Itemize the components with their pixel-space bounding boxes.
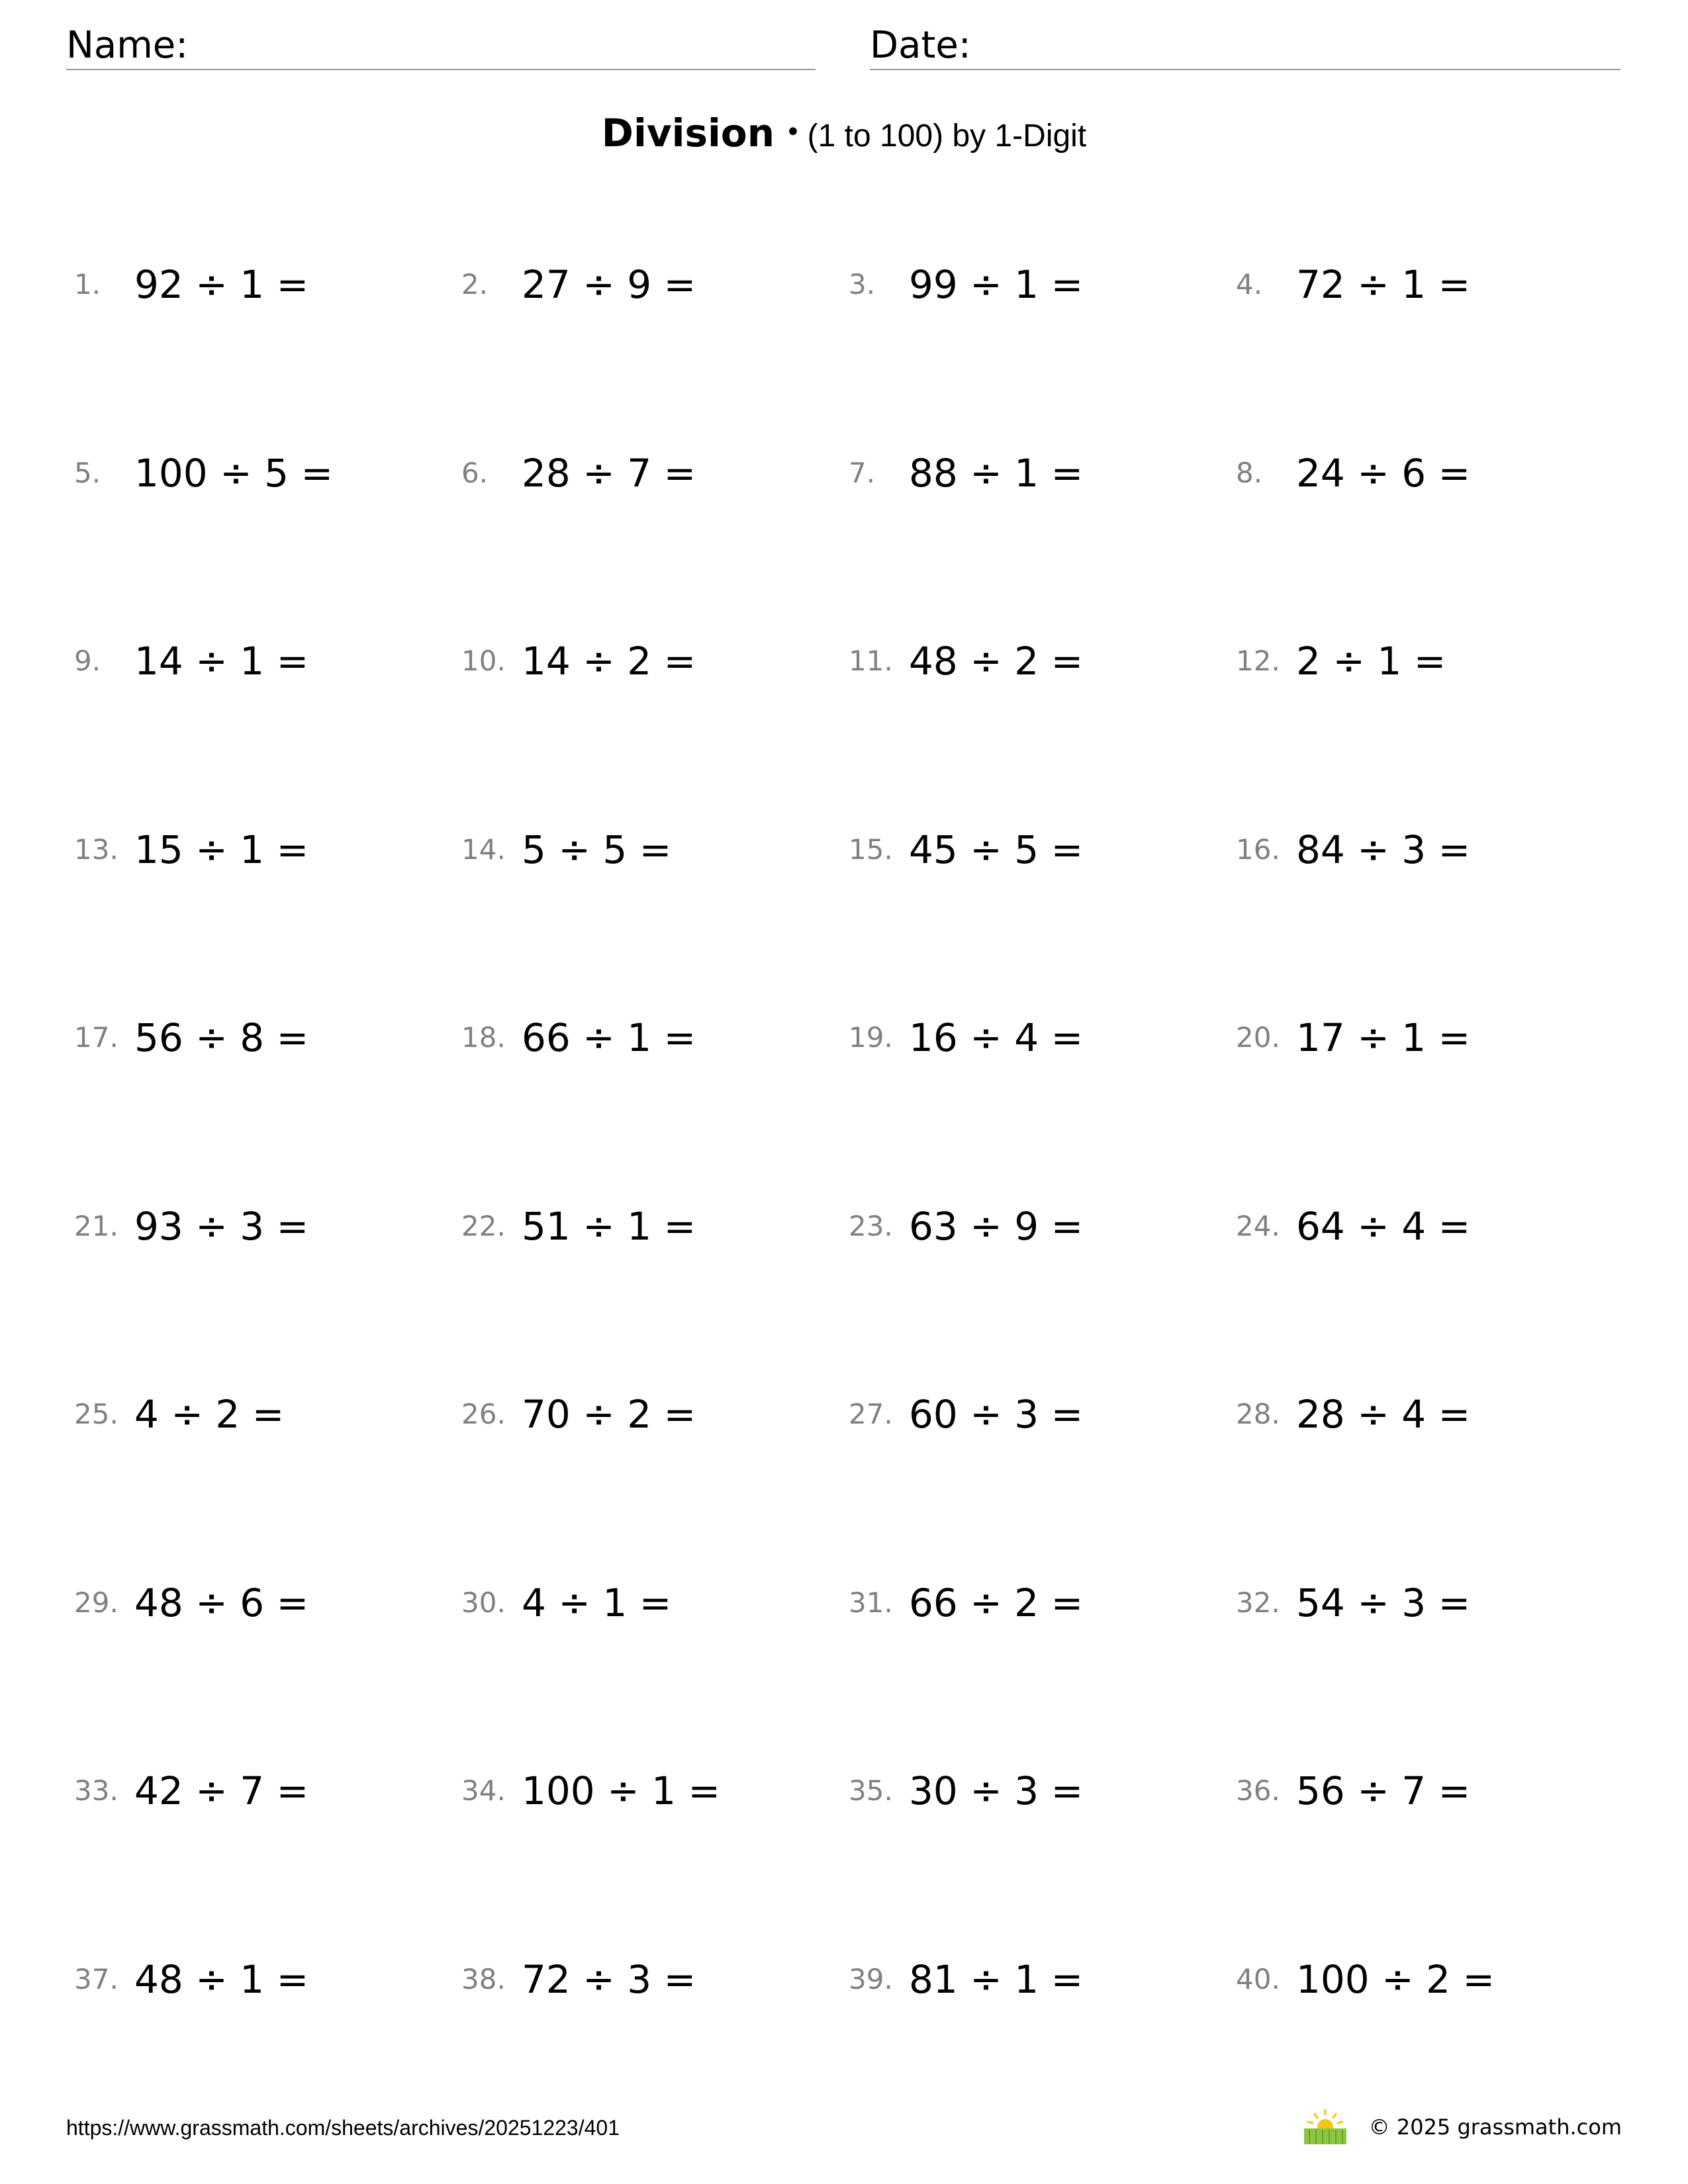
problem-number: 35. <box>849 1774 893 1807</box>
problem-item <box>461 1187 845 1266</box>
problem-number: 23. <box>849 1210 893 1242</box>
problem-expression: 84 ÷ 3 = <box>1296 827 1471 872</box>
date-field[interactable] <box>870 23 1620 70</box>
problem-item <box>1236 433 1620 513</box>
grass-shape <box>1304 2128 1346 2144</box>
problem-expression: 30 ÷ 3 = <box>909 1768 1084 1813</box>
problem-item <box>1236 1187 1620 1266</box>
problem-number: 9. <box>74 645 101 677</box>
problem-expression: 17 ÷ 1 = <box>1296 1015 1471 1060</box>
problem-number: 14. <box>461 833 506 866</box>
problem-item <box>461 1751 845 1831</box>
problem-item <box>1236 1563 1620 1643</box>
problem-item <box>849 1187 1233 1266</box>
footer-url: https://www.grassmath.com/sheets/archives/20251223/401 <box>66 2116 620 2140</box>
problem-item <box>849 1375 1233 1454</box>
problem-number: 4. <box>1236 268 1263 300</box>
problem-expression: 100 ÷ 5 = <box>134 451 334 496</box>
footer-branding <box>1301 2109 1622 2146</box>
date-label: Date: <box>870 24 971 67</box>
problem-expression: 66 ÷ 1 = <box>522 1015 696 1060</box>
problem-expression: 64 ÷ 4 = <box>1296 1204 1471 1249</box>
problem-number: 31. <box>849 1586 893 1619</box>
problem-number: 8. <box>1236 457 1263 489</box>
problem-expression: 14 ÷ 1 = <box>134 639 309 684</box>
problem-item <box>74 245 458 324</box>
problem-grid <box>0 245 1688 2151</box>
name-label: Name: <box>66 24 189 67</box>
problem-number: 5. <box>74 457 101 489</box>
problem-number: 40. <box>1236 1963 1280 1995</box>
problem-expression: 24 ÷ 6 = <box>1296 451 1471 496</box>
problem-expression: 56 ÷ 8 = <box>134 1015 309 1060</box>
problem-item <box>1236 621 1620 701</box>
problem-item <box>461 1940 845 2019</box>
problem-number: 38. <box>461 1963 506 1995</box>
problem-item <box>849 998 1233 1077</box>
problem-number: 18. <box>461 1021 506 1054</box>
problem-number: 39. <box>849 1963 893 1995</box>
problem-expression: 42 ÷ 7 = <box>134 1768 309 1813</box>
problem-item <box>1236 1940 1620 2019</box>
problem-item <box>1236 1751 1620 1831</box>
problem-expression: 70 ÷ 2 = <box>522 1392 696 1437</box>
problem-number: 17. <box>74 1021 118 1054</box>
problem-item <box>74 1940 458 2019</box>
problem-expression: 28 ÷ 7 = <box>522 451 696 496</box>
problem-item <box>74 998 458 1077</box>
problem-number: 33. <box>74 1774 118 1807</box>
problem-expression: 60 ÷ 3 = <box>909 1392 1084 1437</box>
problem-item <box>1236 998 1620 1077</box>
problem-expression: 14 ÷ 2 = <box>522 639 696 684</box>
problem-number: 26. <box>461 1398 506 1430</box>
problem-number: 27. <box>849 1398 893 1430</box>
problem-item <box>461 433 845 513</box>
problem-number: 19. <box>849 1021 893 1054</box>
problem-item <box>849 1940 1233 2019</box>
problem-number: 13. <box>74 833 118 866</box>
copyright-text: © 2025 grassmath.com <box>1368 2115 1622 2140</box>
worksheet-title <box>0 106 1688 169</box>
problem-number: 2. <box>461 268 489 300</box>
problem-expression: 100 ÷ 2 = <box>1296 1957 1495 2002</box>
problem-expression: 93 ÷ 3 = <box>134 1204 309 1249</box>
problem-item <box>74 1187 458 1266</box>
problem-item <box>1236 245 1620 324</box>
grass-sun-logo-icon <box>1301 2109 1349 2146</box>
problem-number: 30. <box>461 1586 506 1619</box>
problem-number: 34. <box>461 1774 506 1807</box>
title-bullet: • <box>785 117 801 148</box>
problem-item <box>849 245 1233 324</box>
problem-item <box>461 810 845 889</box>
problem-expression: 72 ÷ 1 = <box>1296 262 1471 307</box>
problem-item <box>461 1563 845 1643</box>
title-subtitle: (1 to 100) by 1-Digit <box>807 118 1087 154</box>
problem-number: 7. <box>849 457 876 489</box>
problem-expression: 16 ÷ 4 = <box>909 1015 1084 1060</box>
problem-item <box>1236 1375 1620 1454</box>
problem-number: 3. <box>849 268 876 300</box>
problem-expression: 28 ÷ 4 = <box>1296 1392 1471 1437</box>
problem-expression: 81 ÷ 1 = <box>909 1957 1084 2002</box>
problem-item <box>461 621 845 701</box>
problem-number: 16. <box>1236 833 1280 866</box>
problem-number: 6. <box>461 457 489 489</box>
problem-number: 29. <box>74 1586 118 1619</box>
problem-item <box>461 1375 845 1454</box>
problem-expression: 48 ÷ 6 = <box>134 1580 309 1625</box>
problem-number: 12. <box>1236 645 1280 677</box>
problem-expression: 88 ÷ 1 = <box>909 451 1084 496</box>
problem-expression: 63 ÷ 9 = <box>909 1204 1084 1249</box>
problem-expression: 66 ÷ 2 = <box>909 1580 1084 1625</box>
problem-item <box>74 1375 458 1454</box>
problem-number: 37. <box>74 1963 118 1995</box>
problem-number: 25. <box>74 1398 118 1430</box>
problem-number: 28. <box>1236 1398 1280 1430</box>
problem-item <box>849 433 1233 513</box>
problem-expression: 100 ÷ 1 = <box>522 1768 721 1813</box>
name-field[interactable] <box>66 23 816 70</box>
problem-number: 32. <box>1236 1586 1280 1619</box>
problem-item <box>74 1563 458 1643</box>
problem-expression: 51 ÷ 1 = <box>522 1204 696 1249</box>
problem-expression: 4 ÷ 1 = <box>522 1580 672 1625</box>
problem-expression: 5 ÷ 5 = <box>522 827 672 872</box>
problem-expression: 48 ÷ 2 = <box>909 639 1084 684</box>
problem-expression: 99 ÷ 1 = <box>909 262 1084 307</box>
problem-item <box>74 433 458 513</box>
problem-number: 11. <box>849 645 893 677</box>
problem-item <box>74 621 458 701</box>
problem-expression: 56 ÷ 7 = <box>1296 1768 1471 1813</box>
problem-item <box>849 810 1233 889</box>
problem-number: 21. <box>74 1210 118 1242</box>
problem-number: 36. <box>1236 1774 1280 1807</box>
problem-number: 20. <box>1236 1021 1280 1054</box>
title-main: Division <box>601 111 775 156</box>
problem-expression: 72 ÷ 3 = <box>522 1957 696 2002</box>
problem-expression: 27 ÷ 9 = <box>522 262 696 307</box>
problem-item <box>461 998 845 1077</box>
problem-item <box>461 245 845 324</box>
problem-expression: 92 ÷ 1 = <box>134 262 309 307</box>
problem-number: 24. <box>1236 1210 1280 1242</box>
problem-number: 15. <box>849 833 893 866</box>
problem-expression: 2 ÷ 1 = <box>1296 639 1446 684</box>
problem-item <box>849 1751 1233 1831</box>
problem-expression: 4 ÷ 2 = <box>134 1392 285 1437</box>
problem-item <box>74 1751 458 1831</box>
problem-expression: 54 ÷ 3 = <box>1296 1580 1471 1625</box>
problem-expression: 45 ÷ 5 = <box>909 827 1084 872</box>
problem-expression: 48 ÷ 1 = <box>134 1957 309 2002</box>
problem-number: 10. <box>461 645 506 677</box>
problem-item <box>849 1563 1233 1643</box>
problem-expression: 15 ÷ 1 = <box>134 827 309 872</box>
problem-item <box>1236 810 1620 889</box>
problem-item <box>849 621 1233 701</box>
problem-item <box>74 810 458 889</box>
problem-number: 22. <box>461 1210 506 1242</box>
problem-number: 1. <box>74 268 101 300</box>
